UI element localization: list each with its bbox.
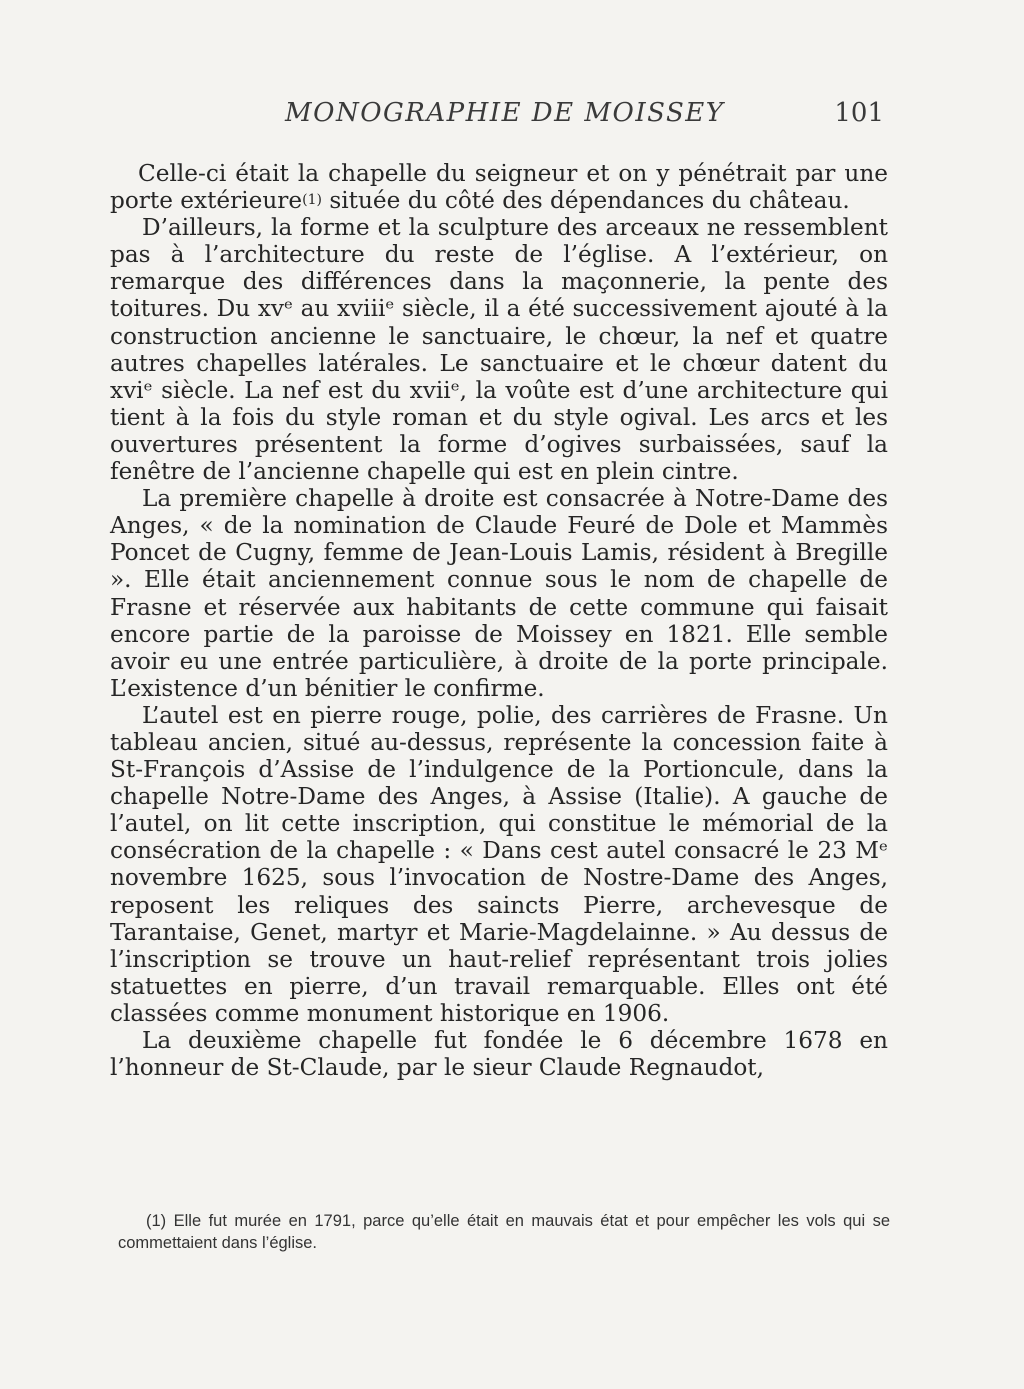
paragraph-3: La première chapelle à droite est consacrée à Notre-Dame des Anges, « de la nomination de Claude Feuré de Dole et Mammès Poncet de Cugny, femme de Jean-Louis Lamis, résident à Bregille ». Elle était anciennement connue sous le nom de chapelle de Frasne et réservée aux habitants de cette commune qui faisait encore partie de la paroisse de Moissey en 1821. Elle semble avoir eu une entrée particulière, à droite de la porte principale. L’existence d’un bénitier le confirme. <box>110 485 888 702</box>
paragraph-1-part-b: située du côté des dépendances du château. <box>321 187 850 215</box>
paragraph-1 <box>110 160 888 214</box>
running-header <box>110 98 888 134</box>
footnote-text: (1) Elle fut murée en 1791, parce qu’elle était en mauvais état et pour empêcher les vols qui se commettaient dans l’église. <box>118 1212 890 1252</box>
paragraph-4: L’autel est en pierre rouge, polie, des carrières de Frasne. Un tableau ancien, situé au-dessus, représente la concession faite à St-François d’Assise de l’indulgence de la Portioncule, dans la chapelle Notre-Dame des Anges, à Assise (Italie). A gauche de l’autel, on lit cette inscription, qui constitue le mémorial de la consécration de la chapelle : « Dans cest autel consacré le 23 Mᵉ novembre 1625, sous l’invocation de Nostre-Dame des Anges, reposent les reliques des saincts Pierre, archevesque de Tarantaise, Genet, martyr et Marie-Magdelainne. » Au dessus de l’inscription se trouve un haut-relief représentant trois jolies statuettes en pierre, d’un travail remarquable. Elles ont été classées comme monument historique en 1906. <box>110 701 888 1027</box>
footnote-reference: (1) <box>302 192 322 209</box>
paragraph-1-part-a: Celle-ci était la chapelle du seigneur et on y pénétrait par une porte extérieure <box>110 160 888 215</box>
running-title: MONOGRAPHIE DE MOISSEY <box>285 98 725 128</box>
body-text <box>110 160 888 1081</box>
footnote <box>118 1210 890 1254</box>
paragraph-2: D’ailleurs, la forme et la sculpture des arceaux ne ressemblent pas à l’architecture du reste de l’église. A l’extérieur, on remarque des différences dans la maçonnerie, la pente des toitures. Du xvᵉ au xviiiᵉ siècle, il a été successivement ajouté à la construction ancienne le sanctuaire, le chœur, la nef et quatre autres chapelles latérales. Le sanctuaire et le chœur datent du xviᵉ siècle. La nef est du xviiᵉ, la voûte est d’une architecture qui tient à la fois du style roman et du style ogival. Les arcs et les ouvertures présentent la forme d’ogives surbaissées, sauf la fenêtre de l’ancienne chapelle qui est en plein cintre. <box>110 214 888 486</box>
paragraph-5: La deuxième chapelle fut fondée le 6 décembre 1678 en l’honneur de St-Claude, par le sieur Claude Regnaudot, <box>110 1027 888 1082</box>
page-number: 101 <box>834 98 884 128</box>
